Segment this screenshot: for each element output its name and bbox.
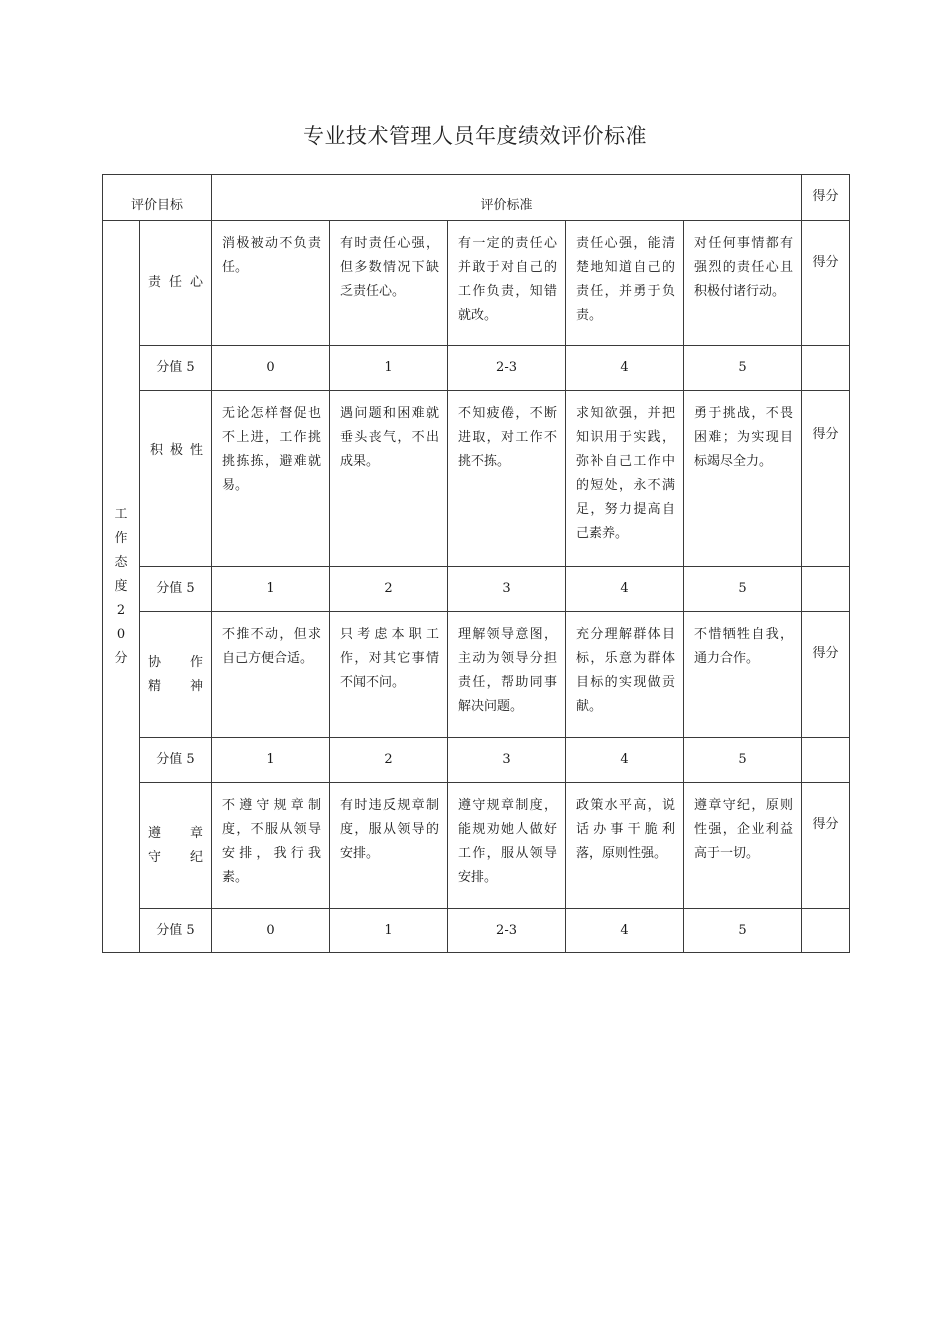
- value-cell: 5: [684, 909, 802, 953]
- value-cell: 2-3: [448, 346, 566, 391]
- score-cell: 得分: [802, 612, 850, 738]
- value-cell: 5: [684, 567, 802, 612]
- header-row: [103, 175, 850, 221]
- value-row: [103, 567, 850, 612]
- value-cell: 5: [684, 346, 802, 391]
- level-description: 有一定的责任心并敢于对自己的工作负责，知错就改。: [448, 221, 566, 346]
- score-input-cell[interactable]: [802, 346, 850, 391]
- value-cell: 2: [330, 738, 448, 783]
- level-description: 有时违反规章制度，服从领导的安排。: [330, 783, 448, 909]
- level-description: 无论怎样督促也不上进，工作挑挑拣拣，避难就易。: [212, 391, 330, 567]
- item-label-line1: 遵章: [148, 825, 204, 841]
- value-cell: 3: [448, 567, 566, 612]
- value-cell: 1: [212, 738, 330, 783]
- level-description: 不知疲倦，不断进取，对工作不挑不拣。: [448, 391, 566, 567]
- level-description: 只考虑本职工作，对其它事情不闻不问。: [330, 612, 448, 738]
- level-description: 充分理解群体目标，乐意为群体目标的实现做贡献。: [566, 612, 684, 738]
- header-standard: 评价标准: [212, 175, 802, 221]
- criterion-row: [103, 221, 850, 346]
- value-label: 分值 5: [140, 909, 212, 953]
- score-input-cell[interactable]: [802, 567, 850, 612]
- item-label: 积极性: [150, 443, 204, 458]
- level-description: 求知欲强，并把知识用于实践，弥补自己工作中的短处，永不满足，努力提高自己素养。: [566, 391, 684, 567]
- item-label: 责任心: [148, 275, 204, 290]
- value-cell: 1: [330, 346, 448, 391]
- value-cell: 3: [448, 738, 566, 783]
- item-label-line2: 精神: [148, 678, 204, 694]
- score-cell: 得分: [802, 391, 850, 567]
- value-cell: 2: [330, 567, 448, 612]
- category-label: 工作态度20分: [114, 506, 128, 666]
- item-label-line2: 守纪: [148, 849, 204, 865]
- criterion-row: [103, 391, 850, 567]
- value-label: 分值 5: [140, 346, 212, 391]
- value-row: [103, 909, 850, 953]
- level-description: 责任心强，能清楚地知道自己的责任，并勇于负责。: [566, 221, 684, 346]
- value-label: 分值 5: [140, 567, 212, 612]
- level-description: 消极被动不负责任。: [212, 221, 330, 346]
- item-name: [140, 783, 212, 909]
- level-description: 不推不动，但求自己方便合适。: [212, 612, 330, 738]
- item-label-line1: 协作: [148, 654, 204, 670]
- value-cell: 4: [566, 738, 684, 783]
- level-description: 勇于挑战，不畏困难；为实现目标竭尽全力。: [684, 391, 802, 567]
- value-cell: 5: [684, 738, 802, 783]
- criterion-row: [103, 612, 850, 738]
- level-description: 遇问题和困难就垂头丧气，不出成果。: [330, 391, 448, 567]
- level-description: 对任何事情都有强烈的责任心且积极付诸行动。: [684, 221, 802, 346]
- value-row: [103, 738, 850, 783]
- value-cell: 4: [566, 567, 684, 612]
- level-description: 不惜牺牲自我，通力合作。: [684, 612, 802, 738]
- score-input-cell[interactable]: [802, 909, 850, 953]
- value-cell: 4: [566, 346, 684, 391]
- score-input-cell[interactable]: [802, 738, 850, 783]
- item-name: [140, 221, 212, 346]
- criterion-row: [103, 783, 850, 909]
- item-name: [140, 612, 212, 738]
- value-cell: 1: [212, 567, 330, 612]
- score-cell: 得分: [802, 221, 850, 346]
- score-cell: 得分: [802, 783, 850, 909]
- level-description: 有时责任心强，但多数情况下缺乏责任心。: [330, 221, 448, 346]
- level-description: 政策水平高，说话办事干脆利落，原则性强。: [566, 783, 684, 909]
- item-name: [140, 391, 212, 567]
- value-cell: 1: [330, 909, 448, 953]
- level-description: 理解领导意图，主动为领导分担责任，帮助同事解决问题。: [448, 612, 566, 738]
- value-cell: 0: [212, 346, 330, 391]
- page-title: 专业技术管理人员年度绩效评价标准: [303, 124, 647, 148]
- level-description: 遵守规章制度，能规劝她人做好工作，服从领导安排。: [448, 783, 566, 909]
- value-cell: 0: [212, 909, 330, 953]
- level-description: 遵章守纪，原则性强，企业利益高于一切。: [684, 783, 802, 909]
- value-cell: 4: [566, 909, 684, 953]
- header-target: 评价目标: [103, 175, 212, 221]
- value-cell: 2-3: [448, 909, 566, 953]
- value-label: 分值 5: [140, 738, 212, 783]
- level-description: 不遵守规章制度，不服从领导安排，我行我素。: [212, 783, 330, 909]
- header-score: 得分: [802, 175, 850, 221]
- value-row: [103, 346, 850, 391]
- category-cell: [103, 221, 140, 953]
- evaluation-table: [102, 174, 850, 953]
